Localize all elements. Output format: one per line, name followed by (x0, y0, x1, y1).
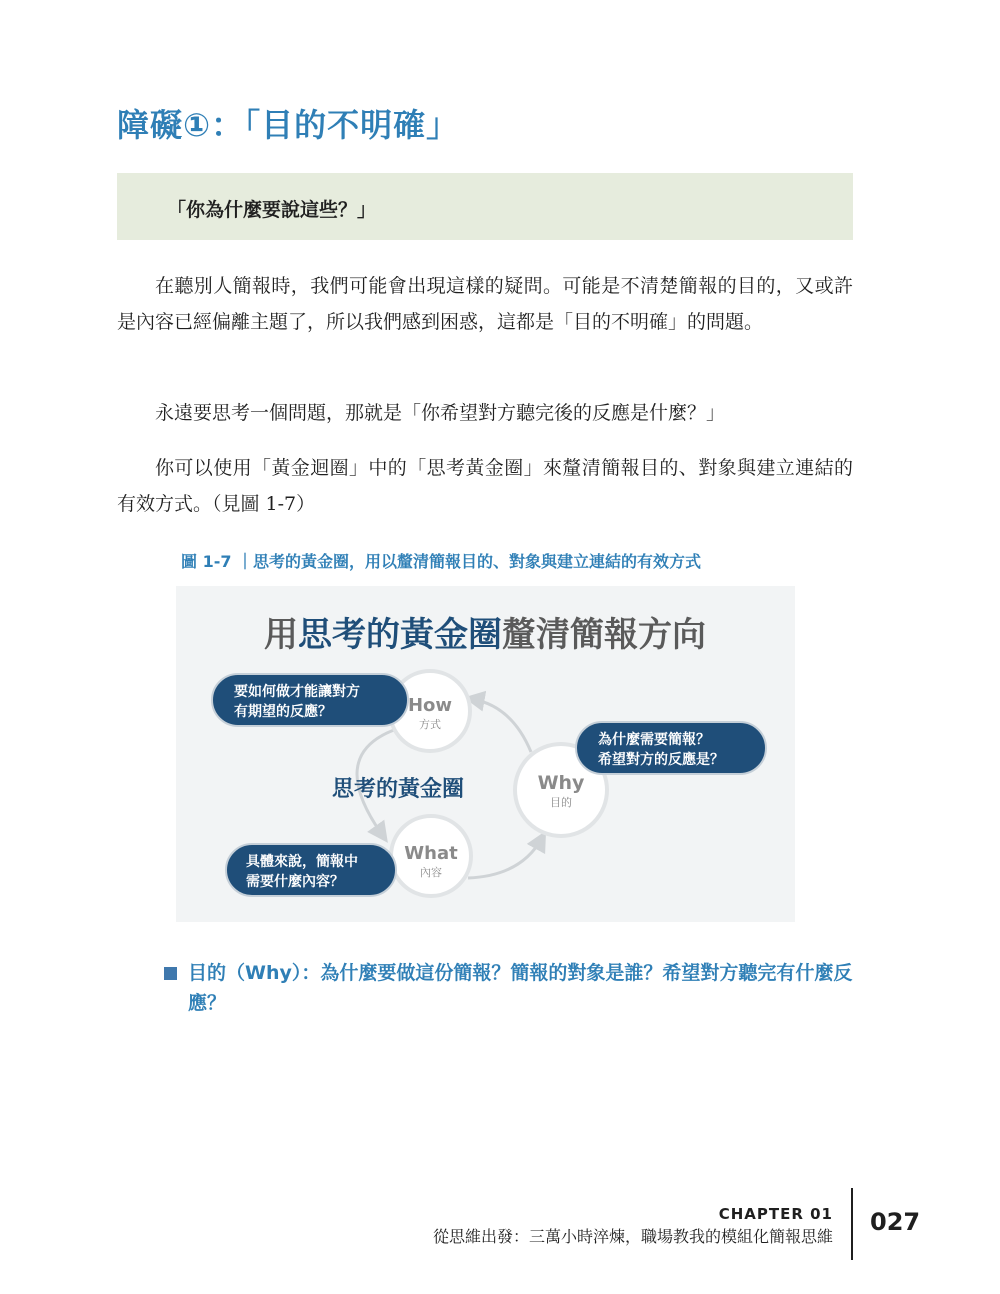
bubble-how (212, 674, 408, 726)
bullet-square-icon (164, 967, 177, 980)
why-sublabel: 目的 (550, 796, 572, 809)
figure-title-part1: 用 (264, 615, 298, 655)
quote-box (117, 173, 853, 240)
figure-title (264, 615, 706, 655)
bullet-point-why: 目的（Why）：為什麼要做這份簡報？簡報的對象是誰？希望對方聽完有什麼反應？ (188, 962, 853, 1014)
how-label: How (407, 695, 453, 716)
golden-circle-figure (176, 586, 795, 922)
paragraph-2: 永遠要思考一個問題，那就是「你希望對方聽完後的反應是什麼？」 (155, 402, 726, 424)
figure-title-part3: 釐清簡報方向 (502, 615, 706, 655)
what-node (391, 816, 471, 896)
footer-subtitle: 從思維出發：三萬小時淬煉，職場教我的模組化簡報思維 (432, 1227, 833, 1246)
bubble-why (576, 722, 766, 774)
golden-circle-diagram (176, 586, 795, 922)
bubble-how-line2: 有期望的反應？ (234, 704, 332, 720)
paragraph-1: 在聽別人簡報時，我們可能會出現這樣的疑問。可能是不清楚簡報的目的，又或許是內容已經偏離主題了，所以我們感到困惑，這都是「目的不明確」的問題。 (117, 275, 853, 333)
footer-divider (851, 1188, 853, 1260)
bubble-how-line1: 要如何做才能讓對方 (234, 684, 360, 700)
figure-title-part2: 思考的黃金圈 (298, 615, 502, 655)
bubble-what-line2: 需要什麼內容？ (246, 874, 344, 890)
bubble-what-line1: 具體來說，簡報中 (246, 854, 358, 870)
why-label: Why (537, 772, 585, 794)
figure-caption: 圖 1-7 ｜思考的黃金圈，用以釐清簡報目的、對象與建立連結的有效方式 (181, 552, 702, 571)
bubble-what (226, 844, 396, 896)
footer-chapter: CHAPTER 01 (718, 1205, 833, 1223)
quote-text: 「你為什麼要說這些？」 (167, 199, 377, 221)
how-sublabel: 方式 (419, 718, 441, 731)
arc-why-how (472, 699, 531, 752)
bubble-why-line1: 為什麼需要簡報？ (598, 732, 710, 748)
section-heading: 障礙①：「目的不明確」 (117, 106, 460, 144)
page-number: 027 (870, 1208, 921, 1236)
bubble-why-line2: 希望對方的反應是？ (598, 752, 724, 768)
what-sublabel: 內容 (420, 866, 442, 879)
arc-what-why (468, 838, 542, 878)
center-label: 思考的黃金圈 (331, 777, 465, 802)
paragraph-3: 你可以使用「黃金迴圈」中的「思考黃金圈」來釐清簡報目的、對象與建立連結的有效方式。（見圖 1-7） (117, 457, 853, 515)
what-label: What (404, 843, 458, 864)
